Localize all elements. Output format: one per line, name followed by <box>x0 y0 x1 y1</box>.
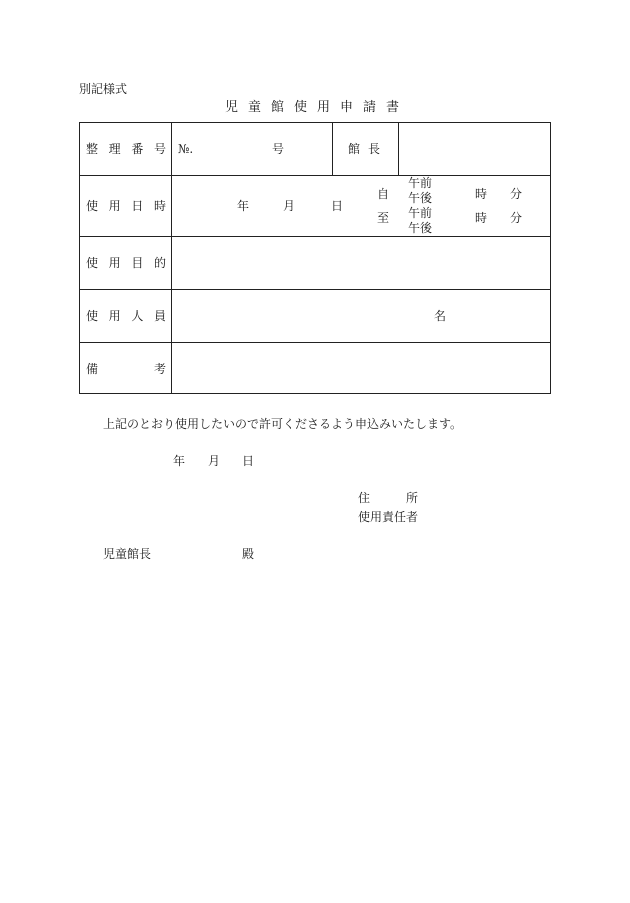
director-seal-field[interactable] <box>402 127 547 171</box>
application-day: 日 <box>242 454 255 468</box>
row-divider <box>80 175 550 176</box>
responsible-person-label: 使用責任者 <box>358 510 419 524</box>
application-year: 年 <box>173 454 186 468</box>
usage-datetime-label: 使 用 日 時 <box>86 199 166 213</box>
to-hour: 時 <box>475 211 488 225</box>
director-signature-divider <box>398 123 399 175</box>
director-label: 館長 <box>348 142 389 156</box>
people-count-label: 使 用 人 員 <box>86 309 166 323</box>
addressee: 児童館長 <box>103 547 152 561</box>
from-minute: 分 <box>510 187 523 201</box>
to-am-option[interactable]: 午前 <box>408 206 433 220</box>
usage-month: 月 <box>283 199 296 213</box>
number-suffix: 号 <box>272 142 285 156</box>
application-month: 月 <box>208 454 221 468</box>
people-unit: 名 <box>434 309 447 323</box>
row-divider <box>80 236 550 237</box>
purpose-field[interactable] <box>176 241 546 285</box>
from-pm-option[interactable]: 午後 <box>408 191 433 205</box>
usage-day: 日 <box>331 199 344 213</box>
registration-number-label: 整 理 番 号 <box>86 142 166 156</box>
to-label: 至 <box>377 211 390 225</box>
from-label: 自 <box>377 187 390 201</box>
row-divider <box>80 342 550 343</box>
address-label: 住 所 <box>358 491 418 505</box>
people-count-field[interactable] <box>176 295 426 335</box>
remarks-field[interactable] <box>176 347 546 389</box>
remarks-label: 備 考 <box>86 362 166 376</box>
form-title: 児童館使用申請書 <box>225 100 410 115</box>
label-column-divider <box>171 123 172 393</box>
to-minute: 分 <box>510 211 523 225</box>
usage-year: 年 <box>237 199 250 213</box>
honorific: 殿 <box>242 547 255 561</box>
registration-number-field[interactable] <box>190 137 270 159</box>
no-label: №. <box>178 142 194 156</box>
director-cell-divider <box>332 123 333 175</box>
from-am-option[interactable]: 午前 <box>408 176 433 190</box>
application-statement: 上記のとおり使用したいので許可くださるよう申込みいたします。 <box>103 417 463 431</box>
application-table <box>79 122 551 394</box>
to-pm-option[interactable]: 午後 <box>408 221 433 235</box>
from-hour: 時 <box>475 187 488 201</box>
form-label: 別記様式 <box>79 82 128 96</box>
purpose-label: 使 用 目 的 <box>86 256 166 270</box>
row-divider <box>80 289 550 290</box>
